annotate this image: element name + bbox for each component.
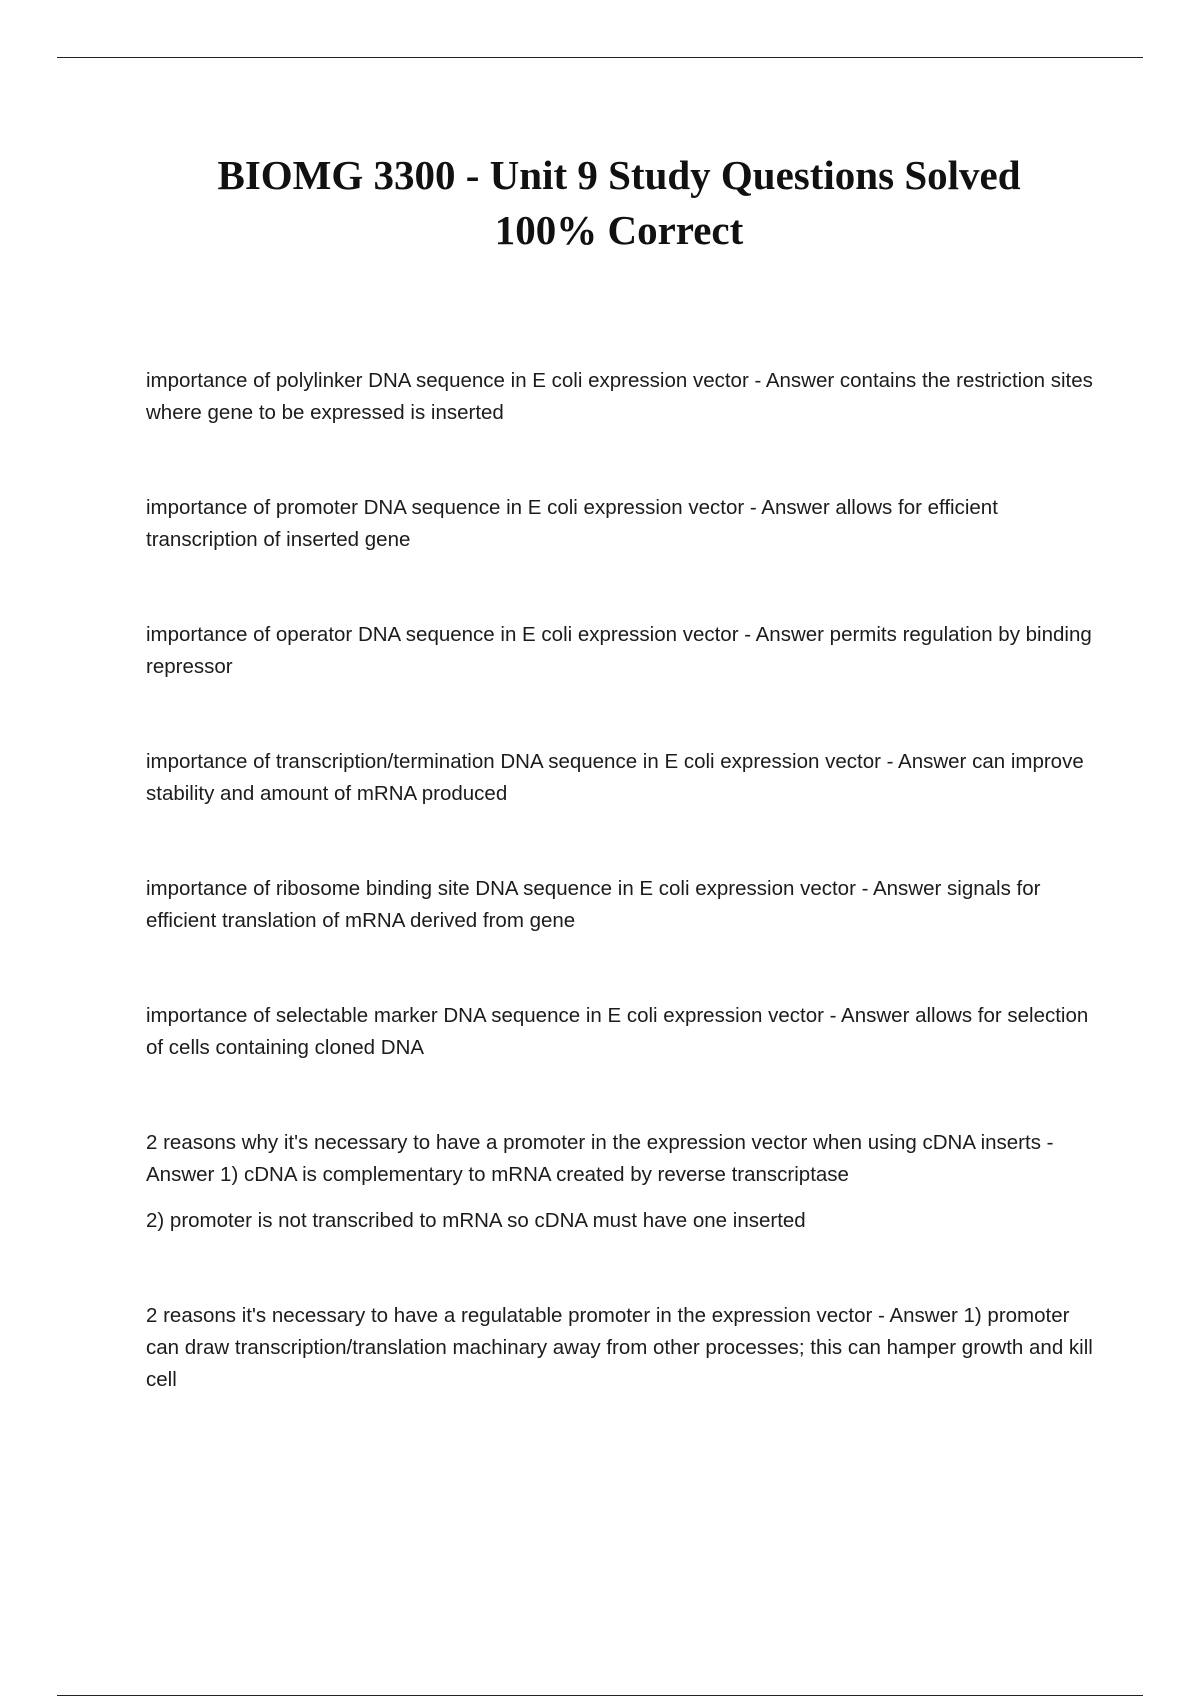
qa-item — [146, 1000, 1096, 1064]
top-rule — [57, 57, 1143, 58]
qa-text: importance of selectable marker DNA sequence in E coli expression vector - Answer allows for selection of cells containing cloned DNA — [146, 1004, 1089, 1059]
qa-item — [146, 365, 1096, 429]
qa-text: importance of operator DNA sequence in E coli expression vector - Answer permits regulation by binding repressor — [146, 623, 1092, 678]
qa-text: importance of polylinker DNA sequence in E coli expression vector - Answer contains the restriction sites where gene to be expressed is inserted — [146, 369, 1093, 424]
qa-item — [146, 1300, 1096, 1396]
qa-item — [146, 619, 1096, 683]
qa-item — [146, 492, 1096, 556]
qa-list — [146, 365, 1096, 1459]
title-line-2: 100% Correct — [494, 207, 744, 253]
qa-text: importance of promoter DNA sequence in E coli expression vector - Answer allows for efficient transcription of inserted gene — [146, 496, 998, 551]
qa-item — [146, 1127, 1096, 1237]
qa-text: importance of transcription/termination DNA sequence in E coli expression vector - Answer can improve stability and amount of mRNA produced — [146, 750, 1084, 805]
document-title — [100, 148, 1138, 258]
qa-text-continuation: 2) promoter is not transcribed to mRNA so cDNA must have one inserted — [146, 1209, 806, 1232]
qa-text: 2 reasons why it's necessary to have a promoter in the expression vector when using cDNA inserts - Answer 1) cDNA is complementary to mRNA created by reverse transcriptase — [146, 1131, 1054, 1186]
qa-text: importance of ribosome binding site DNA sequence in E coli expression vector - Answer signals for efficient translation of mRNA derived from gene — [146, 877, 1041, 932]
title-line-1: BIOMG 3300 - Unit 9 Study Questions Solved — [217, 152, 1021, 198]
bottom-rule — [57, 1695, 1143, 1696]
qa-item — [146, 746, 1096, 810]
qa-item — [146, 873, 1096, 937]
qa-text: 2 reasons it's necessary to have a regulatable promoter in the expression vector - Answer 1) promoter can draw transcription/translation machinary away from other processes; this can hamper growth and kill cell — [146, 1304, 1093, 1391]
